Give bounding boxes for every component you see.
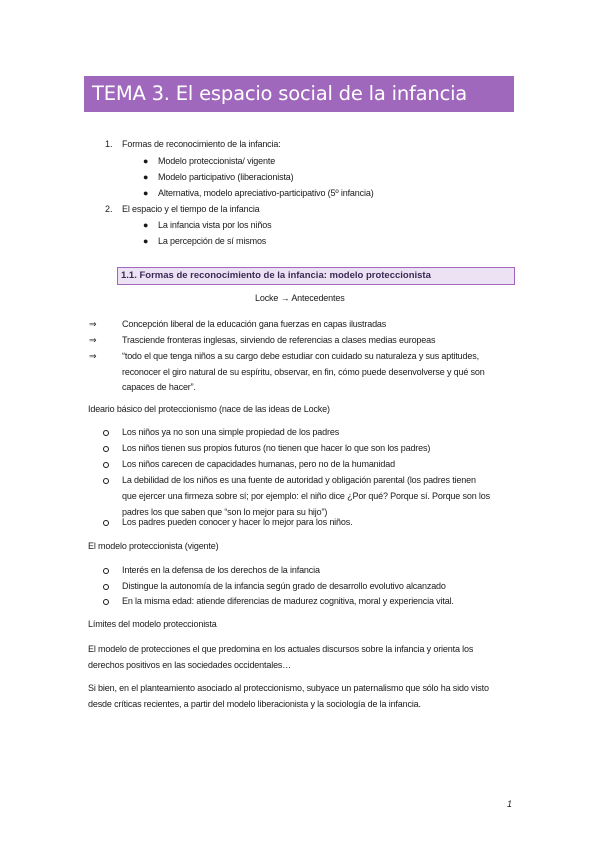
vigente-heading: El modelo proteccionista (vigente) bbox=[88, 541, 219, 551]
limites-heading: Límites del modelo proteccionista bbox=[88, 619, 217, 629]
vigente-item: Distingue la autonomía de la infancia según grado de desarrollo evolutivo alcanzado bbox=[122, 581, 446, 591]
page-title: TEMA 3. El espacio social de la infancia bbox=[84, 76, 514, 112]
paragraph-line: El modelo de protecciones el que predomina en los actuales discursos sobre la infancia y orienta los bbox=[88, 644, 474, 654]
paragraph-line: derechos positivos en las sociedades occidentales… bbox=[88, 660, 292, 670]
ideario-item: Los niños tienen sus propios futuros (no tienen que hacer lo que son los padres) bbox=[122, 443, 431, 453]
arrow-item-line: “todo el que tenga niños a su cargo debe estudiar con cuidado su naturaleza y sus aptitudes, bbox=[122, 351, 479, 361]
ideario-item-line: La debilidad de los niños es una fuente de autoridad y obligación parental (los padres tienen bbox=[122, 475, 476, 485]
circle-bullet-icon bbox=[103, 584, 109, 590]
double-arrow-icon: ⇒ bbox=[89, 335, 97, 345]
ideario-item-line: padres los que saben que “son lo mejor para su hijo”) bbox=[122, 507, 328, 517]
ideario-item-line: que ejercer una firmeza sobre sí; por ejemplo: el niño dice ¿Por qué? Porque sí. Porque son los bbox=[122, 491, 490, 501]
bullet-icon: ● bbox=[143, 236, 149, 246]
vigente-item: Interés en la defensa de los derechos de la infancia bbox=[122, 565, 320, 575]
paragraph-line: Si bien, en el planteamiento asociado al proteccionismo, subyace un paternalismo que sólo ha sido visto bbox=[88, 683, 489, 693]
circle-bullet-icon bbox=[103, 599, 109, 605]
circle-bullet-icon bbox=[103, 520, 109, 526]
arrow-item-line: reconocer el giro natural de su espíritu, observar, en fin, cómo puede desenvolverse y qué son bbox=[122, 367, 485, 377]
page-number: 1 bbox=[507, 799, 513, 809]
section-heading: 1.1. Formas de reconocimiento de la infancia: modelo proteccionista bbox=[117, 267, 515, 285]
circle-bullet-icon bbox=[103, 446, 109, 452]
bullet-icon: ● bbox=[143, 220, 149, 230]
outline-subitem: Modelo proteccionista/ vigente bbox=[158, 156, 276, 166]
arrow-item-line: capaces de hacer”. bbox=[122, 382, 196, 392]
section-subheading: Locke → Antecedentes bbox=[255, 293, 345, 303]
outline-number: 1. bbox=[105, 139, 113, 149]
outline-subitem: Alternativa, modelo apreciativo-participativo (5º infancia) bbox=[158, 188, 374, 198]
outline-number: 2. bbox=[105, 204, 113, 214]
circle-bullet-icon bbox=[103, 430, 109, 436]
circle-bullet-icon bbox=[103, 478, 109, 484]
circle-bullet-icon bbox=[103, 568, 109, 574]
ideario-heading: Ideario básico del proteccionismo (nace de las ideas de Locke) bbox=[88, 404, 330, 414]
double-arrow-icon: ⇒ bbox=[89, 319, 97, 329]
ideario-item: Los padres pueden conocer y hacer lo mejor para los niños. bbox=[122, 517, 353, 527]
arrow-item: Trasciende fronteras inglesas, sirviendo de referencias a clases medias europeas bbox=[122, 335, 436, 345]
bullet-icon: ● bbox=[143, 156, 149, 166]
bullet-icon: ● bbox=[143, 172, 149, 182]
bullet-icon: ● bbox=[143, 188, 149, 198]
outline-subitem: La percepción de sí mismos bbox=[158, 236, 267, 246]
outline-subitem: La infancia vista por los niños bbox=[158, 220, 272, 230]
vigente-item: En la misma edad: atiende diferencias de madurez cognitiva, moral y experiencia vital. bbox=[122, 596, 454, 606]
outline-item: Formas de reconocimiento de la infancia: bbox=[122, 139, 281, 149]
paragraph-line: desde críticas recientes, a partir del modelo liberacionista y la sociología de la infancia. bbox=[88, 699, 421, 709]
ideario-item: Los niños carecen de capacidades humanas, pero no de la humanidad bbox=[122, 459, 395, 469]
outline-item: El espacio y el tiempo de la infancia bbox=[122, 204, 260, 214]
arrow-item: Concepción liberal de la educación gana fuerzas en capas ilustradas bbox=[122, 319, 387, 329]
double-arrow-icon: ⇒ bbox=[89, 351, 97, 361]
circle-bullet-icon bbox=[103, 462, 109, 468]
outline-subitem: Modelo participativo (liberacionista) bbox=[158, 172, 294, 182]
ideario-item: Los niños ya no son una simple propiedad de los padres bbox=[122, 427, 340, 437]
